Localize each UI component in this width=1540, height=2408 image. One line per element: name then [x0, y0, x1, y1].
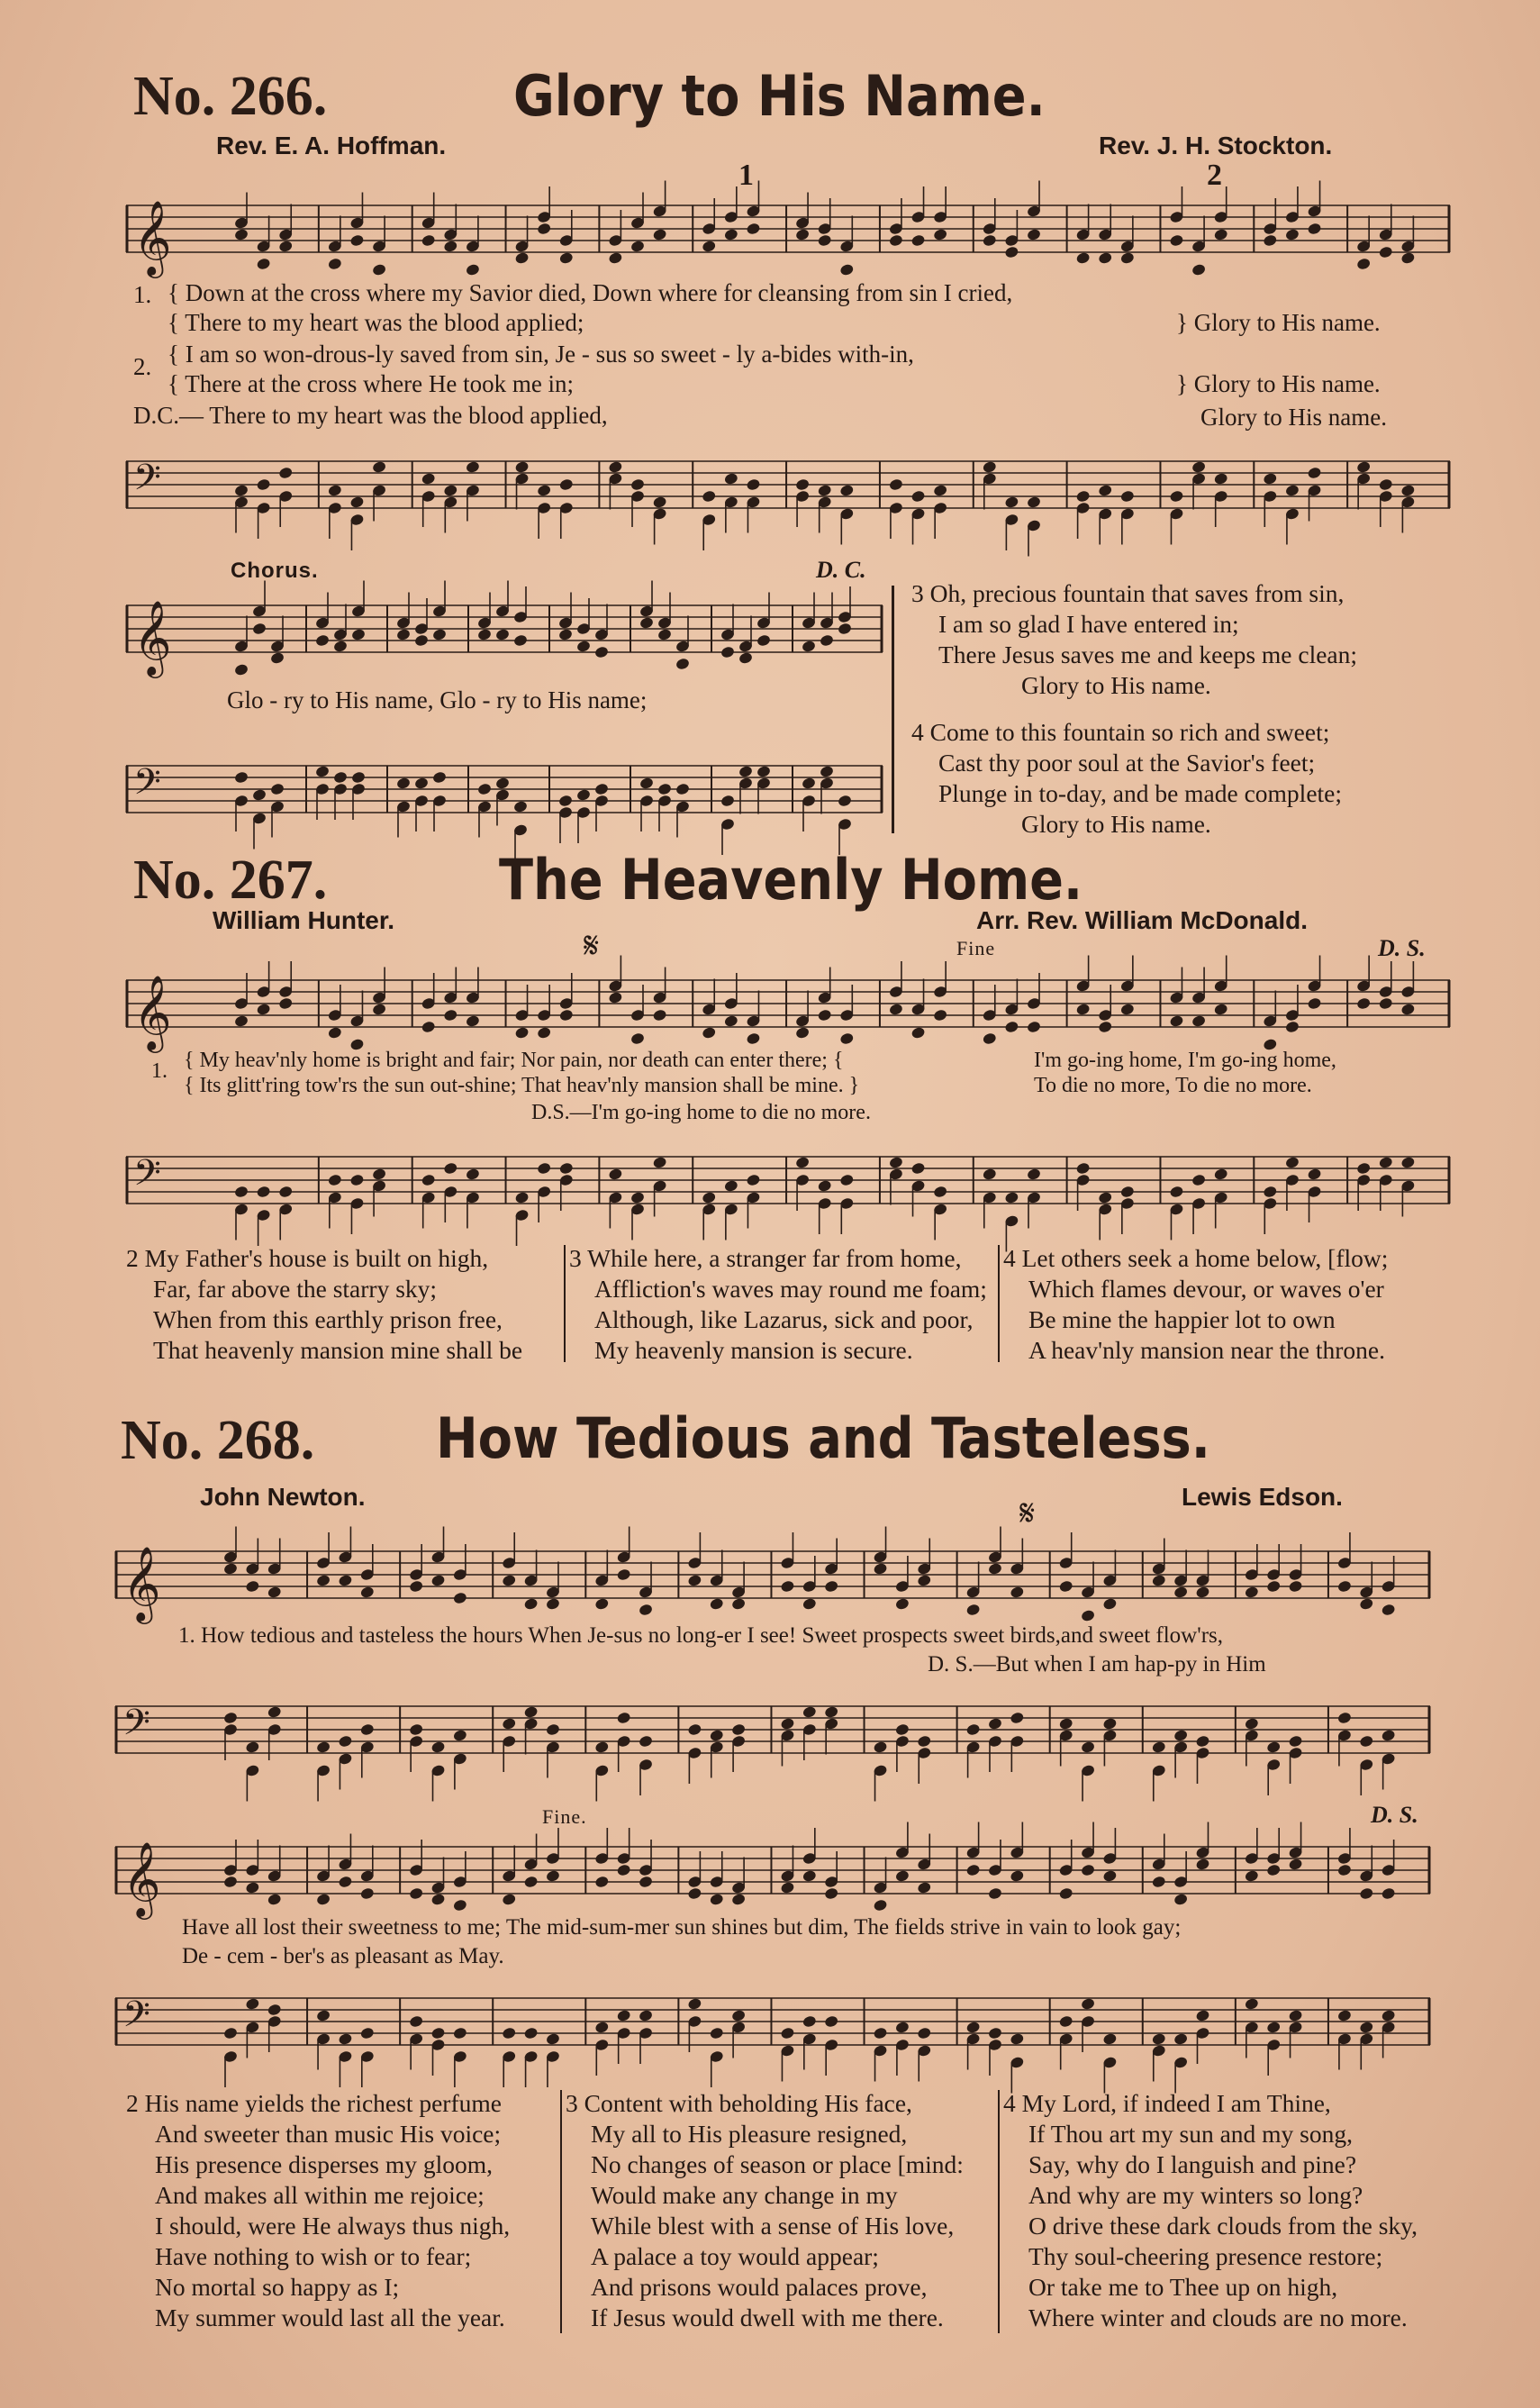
hymn-267-composer: Arr. Rev. William McDonald.	[976, 906, 1308, 934]
hymn-268-ds-line-2: De - cem - ber's as pleasant as May.	[182, 1944, 504, 1968]
verse-line: Affliction's waves may round me foam;	[594, 1275, 987, 1303]
hymn-268-composer: Lewis Edson.	[1182, 1483, 1343, 1511]
verse-line: Say, why do I languish and pine?	[1028, 2150, 1357, 2178]
verse-line: Be mine the happier lot to own	[1028, 1305, 1336, 1333]
hymn-268-bass-staff-1	[115, 1686, 1430, 1776]
hymn-267-verse-2	[126, 1243, 522, 1366]
verse-line: 3 Content with beholding His face,	[566, 2089, 912, 2117]
hymn-266-verse-1-number: 1.	[133, 281, 152, 308]
hymn-268-bass-staff-2	[115, 1978, 1430, 2068]
hymn-268-treble-staff-2	[115, 1827, 1430, 1917]
hymn-266-verse-1-line-a: { Down at the cross where my Savior died, Down where for cleansing from sin I cried,	[168, 279, 1013, 306]
svg-text:𝄢: 𝄢	[122, 1702, 150, 1752]
svg-text:𝄢: 𝄢	[122, 1994, 150, 2044]
verse-line: That heavenly mansion mine shall be	[153, 1336, 523, 1364]
hymn-268-ds-mark: D. S.	[1371, 1802, 1418, 1828]
hymn-268-fine-mark: Fine.	[542, 1805, 587, 1828]
hymn-266-author: Rev. E. A. Hoffman.	[216, 132, 447, 159]
verse-line: When from this earthly prison free,	[153, 1305, 503, 1333]
hymn-266-title: Glory to His Name.	[513, 63, 1046, 129]
svg-text:𝄞: 𝄞	[122, 1545, 161, 1621]
hymn-266-chorus-label: Chorus.	[231, 559, 319, 583]
hymn-268-ds-line-1: D. S.—But when I am hap-py in Him	[928, 1652, 1266, 1677]
hymn-267-refrain-a: I'm go-ing home, I'm go-ing home,	[1034, 1049, 1336, 1072]
hymn-268-verse-4	[1003, 2088, 1418, 2333]
verse-line: And prisons would palaces prove,	[591, 2273, 928, 2301]
hymn-266-chorus-bass-staff	[126, 746, 883, 845]
hymn-266-chorus-words: Glo - ry to His name, Glo - ry to His name;	[227, 686, 648, 713]
hymn-268-verse-3	[566, 2088, 964, 2333]
svg-text:𝄞: 𝄞	[122, 1840, 161, 1916]
hymn-267-divider-2	[998, 1245, 1000, 1362]
hymn-268-divider-1	[560, 2090, 562, 2333]
hymn-266-second-ending: 2	[1207, 159, 1223, 192]
hymn-268-divider-2	[998, 2090, 1000, 2333]
verse-line: 4 Let others seek a home below, [flow;	[1003, 1244, 1389, 1272]
hymn-267-verse-4	[1003, 1243, 1388, 1366]
verse-line: There Jesus saves me and keeps me clean;	[938, 641, 1358, 668]
verse-line: Which flames devour, or waves o'er	[1028, 1275, 1384, 1303]
verse-line: 2 My Father's house is built on high,	[126, 1244, 489, 1272]
hymn-266-dc-line: D.C.— There to my heart was the blood applied,	[133, 402, 608, 429]
svg-text:𝄞: 𝄞	[133, 974, 172, 1050]
hymn-267-verse-1-line-a: { My heav'nly home is bright and fair; Nor pain, nor death can enter there; {	[184, 1049, 844, 1072]
hymn-268-verse-1-line-1: 1. How tedious and tasteless the hours When Je-sus no long-er I see! Sweet prospects sweet birds,and sweet flow'rs,	[178, 1623, 1224, 1648]
hymn-266-verse-2-line-a: { I am so won-drous-ly saved from sin, Je - sus so sweet - ly a-bides with-in,	[168, 341, 914, 368]
verse-line: His presence disperses my gloom,	[155, 2150, 493, 2178]
hymn-267-refrain-b: To die no more, To die no more.	[1034, 1074, 1312, 1097]
verse-line: A palace a toy would appear;	[591, 2242, 879, 2270]
hymn-268-verse-2	[126, 2088, 510, 2333]
svg-text:𝄞: 𝄞	[133, 199, 172, 275]
hymn-266-verse-1-refrain: } Glory to His name.	[1176, 309, 1381, 336]
hymn-267-title: The Heavenly Home.	[499, 847, 1083, 913]
hymn-267-treble-staff	[126, 960, 1450, 1050]
svg-text:𝄢: 𝄢	[133, 761, 161, 812]
hymn-267-fine-mark: Fine	[956, 937, 996, 959]
hymn-267-ds-line: D.S.—I'm go-ing home to die no more.	[531, 1101, 871, 1124]
svg-text:𝄞: 𝄞	[133, 599, 172, 675]
hymn-266-bass-staff	[126, 441, 1450, 541]
hymn-266-number: No. 266.	[133, 66, 328, 127]
verse-line: 2 His name yields the richest perfume	[126, 2089, 502, 2117]
hymn-268-verse-1-line-2: Have all lost their sweetness to me; The mid-sum-mer sun shines but dim, The fields strive in vain to look gay;	[182, 1915, 1182, 1940]
verse-line: If Jesus would dwell with me there.	[591, 2304, 944, 2331]
verse-line: Have nothing to wish or to fear;	[155, 2242, 472, 2270]
svg-text:𝄢: 𝄢	[133, 1152, 161, 1203]
hymn-266-column-divider	[892, 586, 894, 833]
verse-line: No changes of season or place [mind:	[591, 2150, 964, 2178]
verse-line: I should, were He always thus nigh,	[155, 2212, 511, 2240]
hymn-266-dc-refrain: Glory to His name.	[1200, 404, 1387, 431]
hymn-267-verse-3	[569, 1243, 987, 1366]
hymn-266-first-ending: 1	[738, 159, 755, 192]
verse-line: O drive these dark clouds from the sky,	[1028, 2212, 1418, 2240]
hymn-268-author: John Newton.	[200, 1483, 366, 1511]
hymn-268-segno-icon: 𝄋	[1019, 1493, 1036, 1534]
hymn-266-dc-mark: D. C.	[816, 557, 866, 583]
hymn-267-verse-1-line-b: { Its glitt'ring tow'rs the sun out-shine; That heav'nly mansion shall be mine. }	[184, 1074, 860, 1097]
verse-line: My all to His pleasure resigned,	[591, 2120, 908, 2148]
hymn-267-author: William Hunter.	[213, 906, 395, 934]
verse-line: A heav'nly mansion near the throne.	[1028, 1336, 1385, 1364]
verse-line: Would make any change in my	[591, 2181, 898, 2209]
verse-line: I am so glad I have entered in;	[938, 610, 1239, 638]
hymn-266-composer: Rev. J. H. Stockton.	[1099, 132, 1333, 159]
hymn-266-chorus-treble-staff	[126, 586, 883, 685]
hymn-267-ds-mark: D. S.	[1378, 935, 1426, 961]
verse-line: Where winter and clouds are no more.	[1028, 2304, 1408, 2331]
verse-line: While blest with a sense of His love,	[591, 2212, 955, 2240]
verse-line: 4 Come to this fountain so rich and sweet;	[911, 718, 1330, 746]
hymn-268-treble-staff-1	[115, 1531, 1430, 1622]
verse-line: Or take me to Thee up on high,	[1028, 2273, 1338, 2301]
verse-line: Glory to His name.	[1021, 671, 1211, 699]
hymn-266-verse-1-line-b: { There to my heart was the blood applied;	[168, 309, 584, 336]
verse-line: My heavenly mansion is secure.	[594, 1336, 913, 1364]
verse-line: Cast thy poor soul at the Savior's feet;	[938, 749, 1316, 777]
hymn-266-verse-2-refrain: } Glory to His name.	[1176, 370, 1381, 397]
hymn-268-number: No. 268.	[121, 1410, 315, 1471]
hymn-268-title: How Tedious and Tasteless.	[436, 1405, 1210, 1471]
verse-line: Far, far above the starry sky;	[153, 1275, 438, 1303]
verse-line: 3 Oh, precious fountain that saves from sin,	[911, 579, 1345, 607]
verse-line: 3 While here, a stranger far from home,	[569, 1244, 962, 1272]
hymn-267-number: No. 267.	[133, 850, 328, 911]
verse-line: And makes all within me rejoice;	[155, 2181, 485, 2209]
verse-line: Glory to His name.	[1021, 810, 1211, 838]
hymn-266-treble-staff	[126, 186, 1450, 285]
hymn-267-verse-1-number: 1.	[151, 1059, 168, 1083]
verse-line: And sweeter than music His voice;	[155, 2120, 502, 2148]
verse-line: Although, like Lazarus, sick and poor,	[594, 1305, 974, 1333]
hymn-267-divider-1	[564, 1245, 566, 1362]
svg-text:𝄢: 𝄢	[133, 457, 161, 507]
hymn-266-verse-2-line-b: { There at the cross where He took me in;	[168, 370, 575, 397]
hymn-266-verse-4	[911, 717, 1342, 840]
hymn-266-verse-2-number: 2.	[133, 353, 152, 380]
verse-line: If Thou art my sun and my song,	[1028, 2120, 1354, 2148]
verse-line: Thy soul-cheering presence restore;	[1028, 2242, 1383, 2270]
hymn-267-bass-staff	[126, 1137, 1450, 1227]
verse-line: And why are my winters so long?	[1028, 2181, 1363, 2209]
hymn-266-verse-3	[911, 578, 1357, 701]
verse-line: Plunge in to-day, and be made complete;	[938, 779, 1343, 807]
verse-line: No mortal so happy as I;	[155, 2273, 400, 2301]
verse-line: 4 My Lord, if indeed I am Thine,	[1003, 2089, 1331, 2117]
verse-line: My summer would last all the year.	[155, 2304, 505, 2331]
hymn-267-segno-icon: 𝄋	[584, 925, 600, 967]
